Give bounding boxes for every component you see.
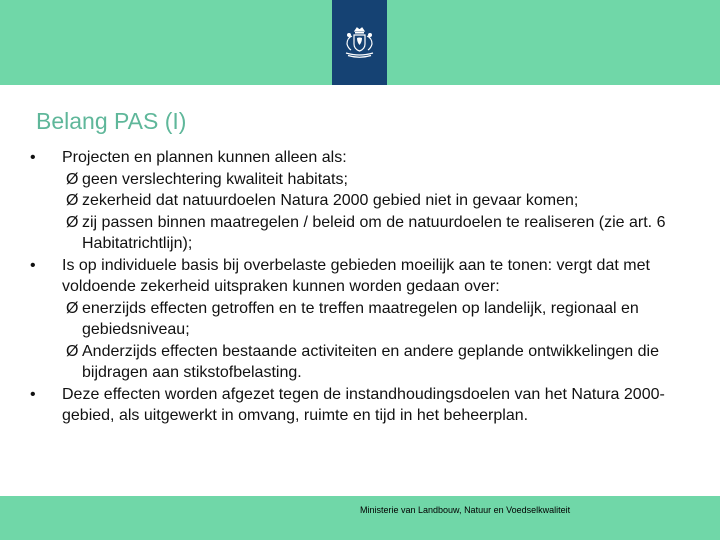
bullet-text: Is op individuele basis bij overbelaste gebieden moeilijk aan te tonen: vergt dat met voldoende zekerheid uitspraken kunnen worden gedaan over: bbox=[62, 256, 650, 295]
bullet-text: Deze effecten worden afgezet tegen de instandhoudingsdoelen van het Natura 2000-gebied, als uitgewerkt in omvang, ruimte en tijd in het beheerplan. bbox=[62, 385, 665, 424]
sub-item-text: geen verslechtering kwaliteit habitats; bbox=[82, 170, 348, 188]
sub-item-text: zij passen binnen maatregelen / beleid om de natuurdoelen te realiseren (zie art. 6 Habitatrichtlijn); bbox=[82, 213, 666, 252]
sub-item bbox=[30, 190, 710, 212]
bullet-item bbox=[30, 255, 710, 298]
arrow-marker: Ø bbox=[66, 299, 79, 317]
arrow-marker: Ø bbox=[66, 192, 79, 209]
coat-of-arms-icon bbox=[342, 26, 377, 60]
footer-band bbox=[0, 496, 720, 540]
footer-ministry: Ministerie van Landbouw, Natuur en Voedselkwaliteit bbox=[360, 505, 571, 515]
arrow-marker: Ø bbox=[66, 213, 79, 231]
arrow-marker: Ø bbox=[66, 170, 79, 188]
bullet-marker: • bbox=[30, 256, 36, 274]
sub-item bbox=[30, 169, 710, 191]
bullet-item bbox=[30, 384, 710, 427]
arrow-marker: Ø bbox=[66, 342, 79, 360]
sub-item-text: zekerheid dat natuurdoelen Natura 2000 gebied niet in gevaar komen; bbox=[82, 192, 579, 209]
bullet-text: Projecten en plannen kunnen alleen als: bbox=[62, 149, 347, 166]
sub-item-text: enerzijds effecten getroffen en te treffen maatregelen op landelijk, regionaal en gebiedsniveau; bbox=[82, 299, 639, 338]
sub-item-text: Anderzijds effecten bestaande activiteiten en andere geplande ontwikkelingen die bijdragen aan stikstofbelasting. bbox=[82, 342, 659, 381]
sub-item bbox=[30, 212, 710, 255]
government-logo bbox=[332, 0, 387, 85]
slide-title: Belang PAS (I) bbox=[36, 108, 187, 134]
slide-content bbox=[30, 147, 710, 427]
sub-item bbox=[30, 298, 710, 341]
bullet-marker: • bbox=[30, 149, 36, 166]
bullet-marker: • bbox=[30, 385, 36, 403]
bullet-item bbox=[30, 147, 710, 169]
sub-item bbox=[30, 341, 710, 384]
